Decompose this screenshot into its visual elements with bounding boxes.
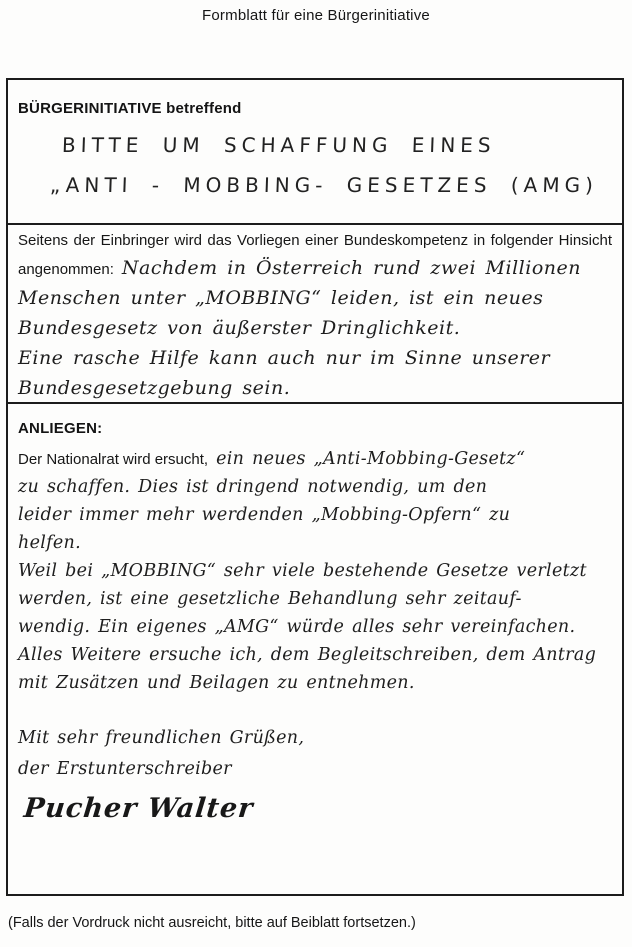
kompetenz-handwriting-inline: Nachdem in Österreich rund zwei Millionen	[121, 257, 581, 279]
anliegen-inline-row	[18, 445, 612, 473]
anliegen-handwriting-line: helfen.	[18, 533, 81, 553]
kompetenz-printed-line-2: angenommen:	[18, 261, 114, 278]
section-subject	[8, 80, 622, 223]
anliegen-handwriting-line: Alles Weitere ersuche ich, dem Begleitschreiben, dem Antrag	[18, 645, 597, 665]
anliegen-handwriting-line: werden, ist eine gesetzliche Behandlung sehr zeitauf-	[18, 589, 522, 609]
anliegen-handwriting-line: leider immer mehr werdenden „Mobbing-Opfern“ zu	[18, 505, 511, 525]
anliegen-handwriting-line: wendig. Ein eigenes „AMG“ würde alles sehr vereinfachen.	[18, 617, 576, 637]
kompetenz-inline-row	[18, 253, 612, 283]
section-bundeskompetenz	[8, 223, 622, 402]
kompetenz-handwriting-line: Eine rasche Hilfe kann auch nur im Sinne unserer	[18, 347, 551, 369]
kompetenz-printed-line-1: Seitens der Einbringer wird das Vorliegen einer Bundeskompetenz in folgender Hinsicht	[18, 232, 612, 249]
subject-label: BÜRGERINITIATIVE betreffend	[18, 100, 242, 117]
kompetenz-handwriting-block	[18, 283, 612, 403]
document-title: Formblatt für eine Bürgerinitiative	[202, 7, 430, 24]
anliegen-handwriting-line: Weil bei „MOBBING“ sehr viele bestehende Gesetze verletzt	[18, 561, 587, 581]
kompetenz-handwriting-line: Bundesgesetz von äußerster Dringlichkeit.	[18, 317, 461, 339]
anliegen-handwriting-line: zu schaffen. Dies ist dringend notwendig, um den	[18, 477, 488, 497]
closing-line: Mit sehr freundlichen Grüßen,	[18, 728, 305, 748]
form-outer-box	[6, 78, 624, 896]
subject-handwriting-line-2: „ANTI - MOBBING- GESETZES (AMG)	[49, 173, 599, 197]
anliegen-handwriting-inline: ein neues „Anti-Mobbing-Gesetz“	[216, 449, 526, 469]
footer-note: (Falls der Vordruck nicht ausreicht, bitte auf Beiblatt fortsetzen.)	[8, 915, 416, 931]
signature: Pucher Walter	[22, 793, 256, 824]
closing-block	[18, 723, 612, 824]
kompetenz-handwriting-line: Bundesgesetzgebung sein.	[18, 377, 291, 399]
anliegen-handwriting-block	[18, 473, 612, 697]
closing-line: der Erstunterschreiber	[18, 759, 232, 779]
anliegen-printed-intro: Der Nationalrat wird ersucht,	[18, 451, 209, 468]
subject-handwriting-line-1: BITTE UM SCHAFFUNG EINES	[61, 133, 497, 157]
kompetenz-handwriting-line: Menschen unter „MOBBING“ leiden, ist ein neues	[18, 287, 544, 309]
anliegen-label: ANLIEGEN:	[18, 420, 103, 437]
anliegen-handwriting-line: mit Zusätzen und Beilagen zu entnehmen.	[18, 673, 415, 693]
section-anliegen	[8, 402, 622, 894]
